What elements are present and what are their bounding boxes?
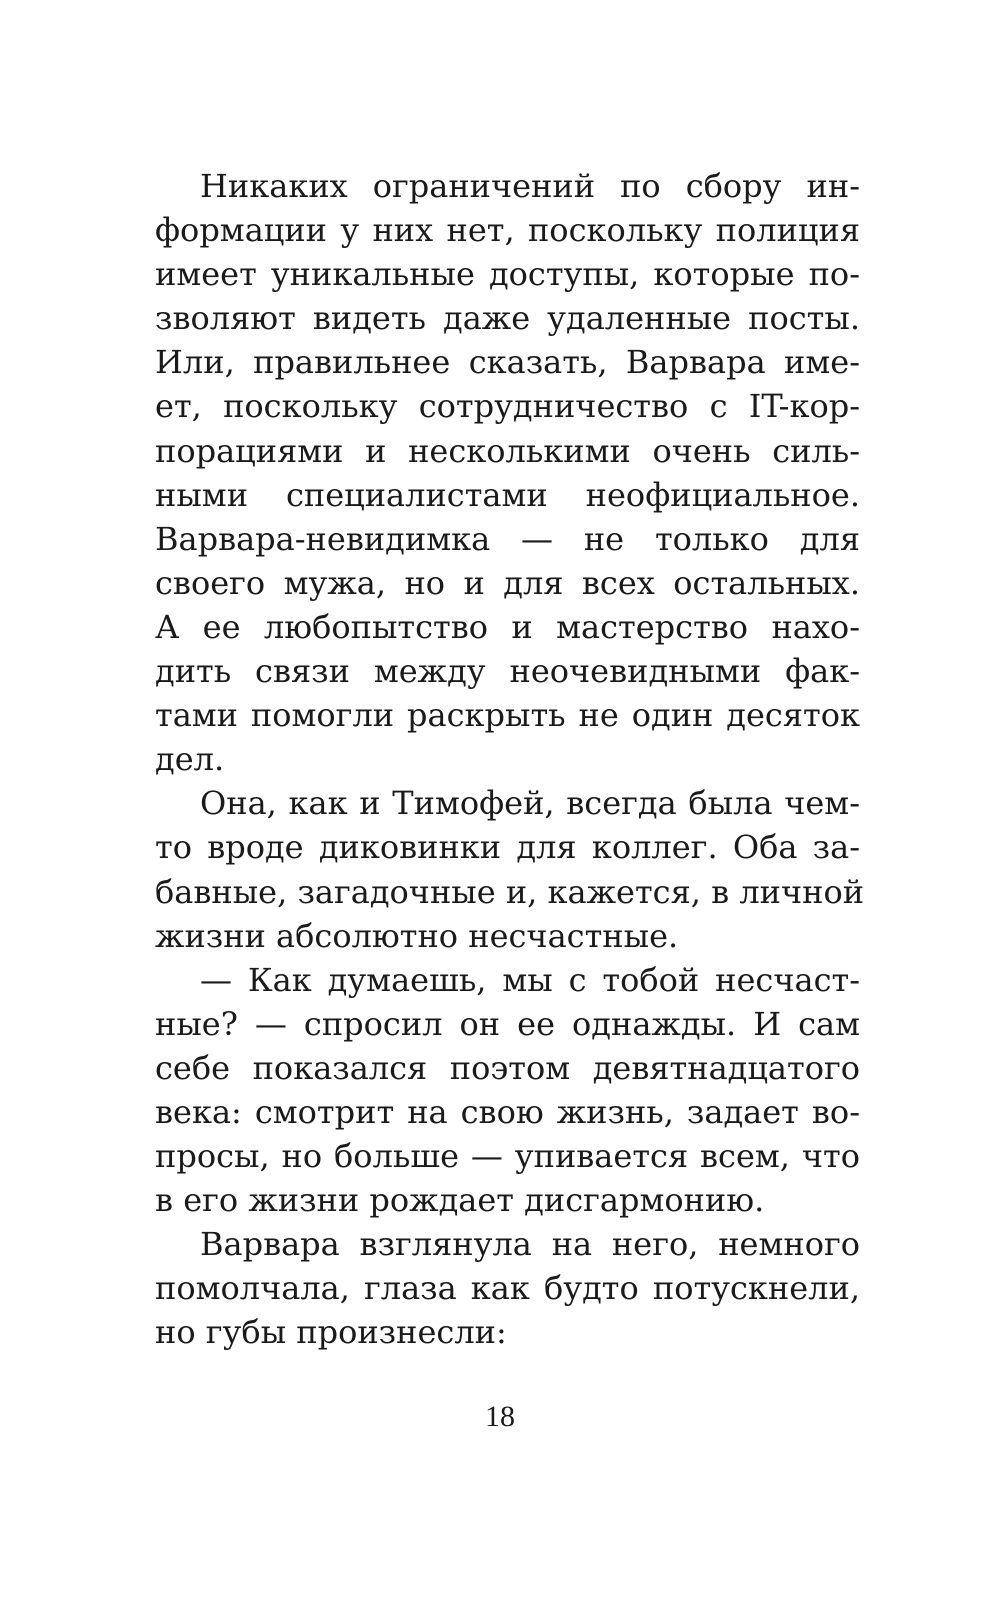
text-line: Или, правильнее сказать, Варвара име- <box>155 343 860 382</box>
body-text <box>155 164 865 1355</box>
text-line: Она, как и Тимофей, всегда была чем- <box>200 784 860 823</box>
text-line: имеет уникальные доступы, которые по- <box>155 255 860 294</box>
text-line: помолчала, глаза как будто потускнели, <box>155 1269 860 1308</box>
text-line: в его жизни рождает дисгармонию. <box>155 1181 765 1220</box>
text-line: но губы произнесли: <box>155 1313 507 1352</box>
text-line: дел. <box>155 740 225 779</box>
text-line: дить связи между неочевидными фак- <box>155 652 860 691</box>
text-line: зволяют видеть даже удаленные посты. <box>155 299 860 338</box>
text-line: бавные, загадочные и, кажется, в личной <box>155 872 865 911</box>
text-line: ными специалистами неофициальное. <box>155 475 860 514</box>
text-line: просы, но больше — упивается всем, что <box>155 1137 860 1176</box>
text-line: ет, поскольку сотрудничество с IT-кор- <box>155 387 860 426</box>
text-line: своего мужа, но и для всех остальных. <box>155 563 860 602</box>
text-line: то вроде диковинки для коллег. Оба за- <box>155 828 860 867</box>
text-line: себе показался поэтом девятнадцатого <box>155 1048 860 1087</box>
text-line: тами помогли раскрыть не один десяток <box>155 696 860 735</box>
text-line: ные? — спросил он ее однажды. И сам <box>155 1004 860 1043</box>
text-line: формации у них нет, поскольку полиция <box>155 211 860 250</box>
text-line: Варвара-невидимка — не только для <box>155 519 860 558</box>
text-line: Варвара взглянула на него, немного <box>200 1225 860 1264</box>
text-line: — Как думаешь, мы с тобой несчаст- <box>200 960 860 999</box>
text-line: А ее любопытство и мастерство нахо- <box>155 607 860 646</box>
text-line: века: смотрит на свою жизнь, задает во- <box>155 1092 860 1131</box>
text-line: Никаких ограничений по сбору ин- <box>200 167 860 205</box>
page-number: 18 <box>485 1400 515 1433</box>
text-line: жизни абсолютно несчастные. <box>155 916 679 955</box>
text-line: порациями и несколькими очень силь- <box>155 431 860 470</box>
